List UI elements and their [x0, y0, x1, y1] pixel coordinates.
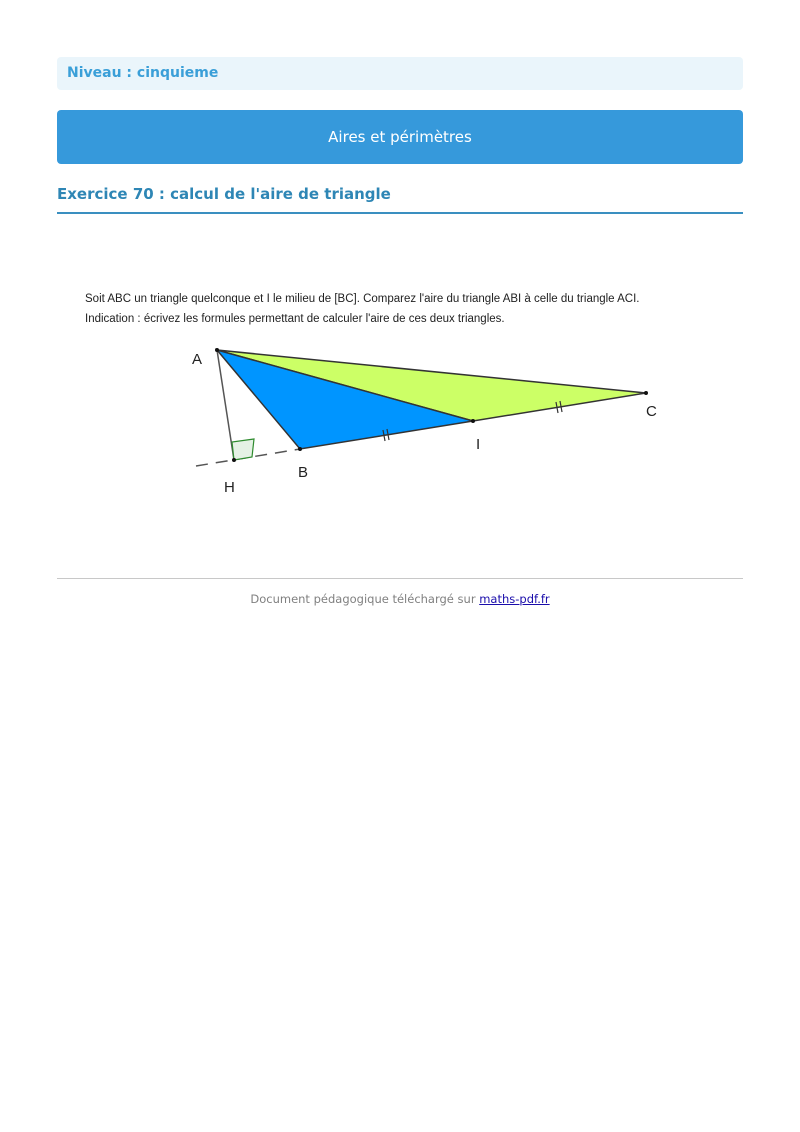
label-h: H: [224, 479, 235, 496]
chapter-title: Aires et périmètres: [328, 128, 472, 146]
point-i: [471, 419, 475, 423]
footer-divider: [57, 578, 743, 579]
triangle-figure: [0, 0, 800, 560]
label-a: A: [192, 351, 203, 368]
footer: [57, 592, 743, 606]
exercise-title: Exercice 70 : calcul de l'aire de triangle: [57, 185, 391, 203]
right-angle-marker: [232, 439, 254, 460]
footer-text: Document pédagogique téléchargé sur: [250, 592, 476, 606]
point-b: [298, 447, 302, 451]
label-b: B: [298, 464, 309, 481]
level-text: Niveau : cinquieme: [67, 65, 219, 81]
label-i: I: [476, 436, 481, 453]
label-c: C: [646, 403, 657, 420]
statement-line-2: Indication : écrivez les formules permettant de calculer l'aire de ces deux triangles.: [85, 313, 505, 325]
footer-link[interactable]: maths-pdf.fr: [479, 592, 550, 606]
point-a: [215, 348, 219, 352]
point-c: [644, 391, 648, 395]
statement-line-1: Soit ABC un triangle quelconque et I le milieu de [BC]. Comparez l'aire du triangle ABI à celle du triangle ACI.: [85, 293, 640, 305]
point-h: [232, 458, 236, 462]
